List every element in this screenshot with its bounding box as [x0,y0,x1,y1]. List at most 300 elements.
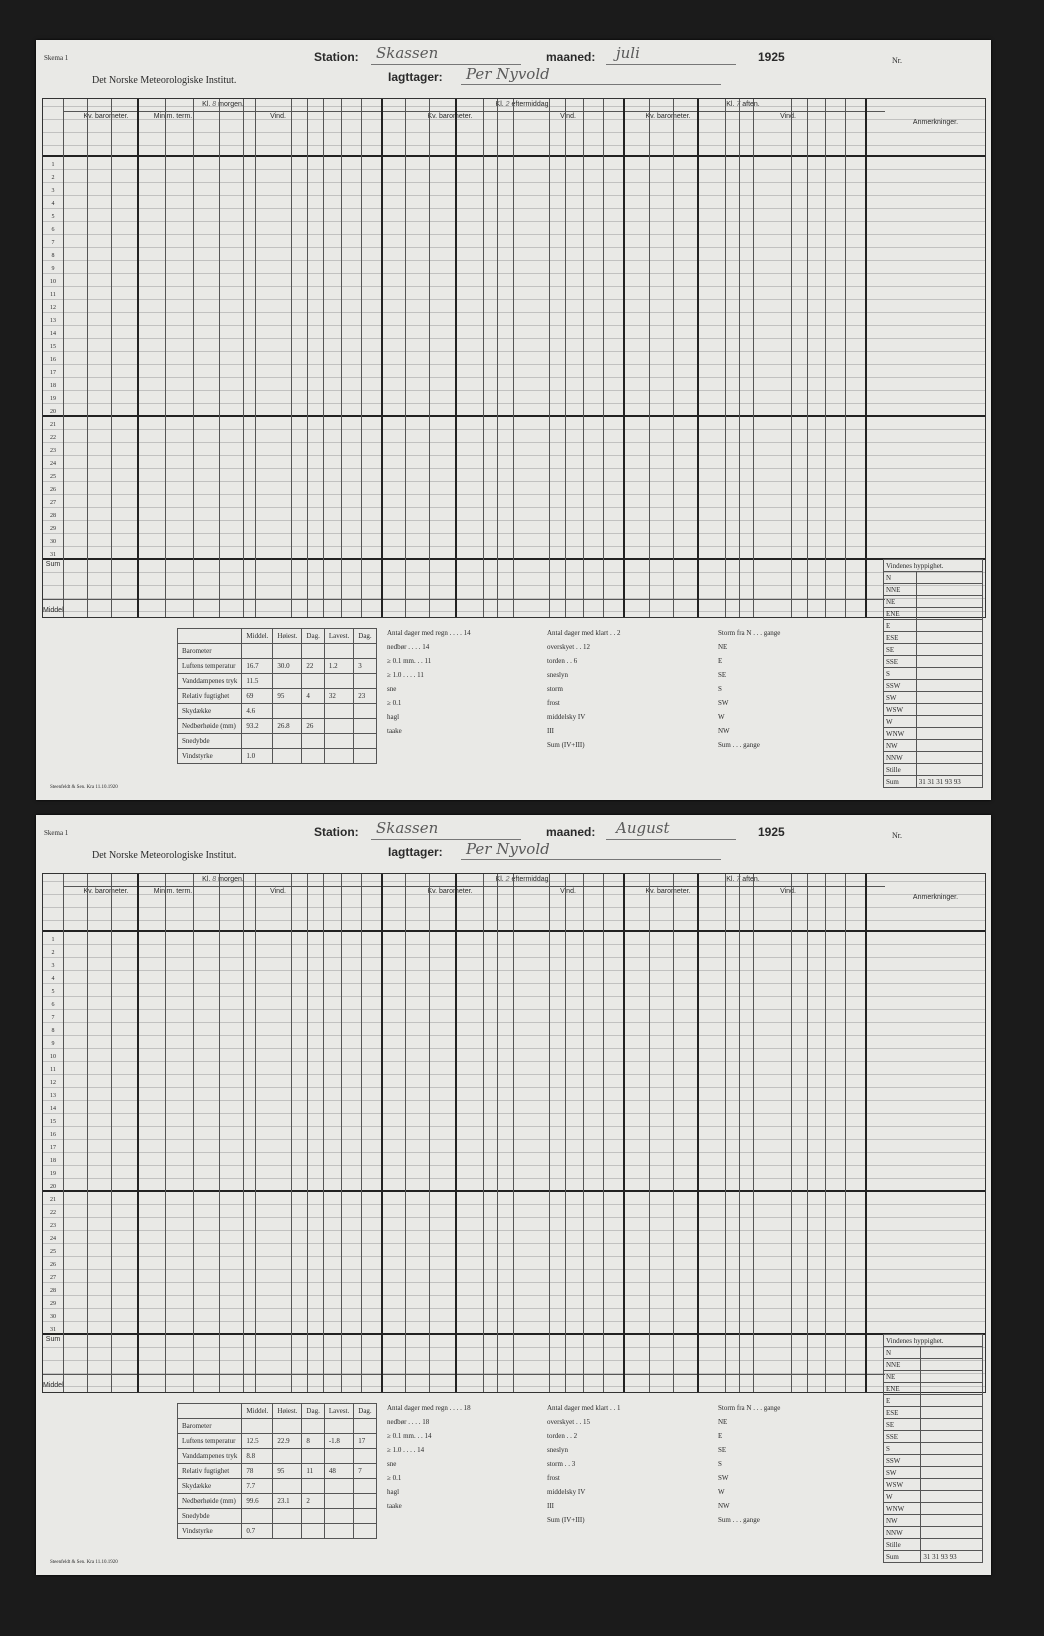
kl-morning-label: Kl. 8 morgen. [202,876,244,883]
rule [405,99,406,617]
rule [825,874,826,1392]
rule [429,874,430,1392]
stats-cell: 11.5 [242,674,273,689]
wind-count [916,572,982,584]
wind-header-evening: Vind. [780,888,796,895]
wind-row [884,596,983,608]
count-line: nedbør . . . . 18 [387,1418,430,1426]
count-line: E [718,657,723,665]
day-number: 8 [51,1028,55,1034]
stats-row [178,1419,377,1434]
count-line: taake [387,1502,402,1510]
rule [791,874,792,1392]
stats-cell: 26.8 [273,719,302,734]
counts-sky [547,626,620,752]
day-number: 7 [51,240,55,246]
stats-cell: Vanddampenes tryk [178,1449,242,1464]
count-line: Antal dager med regn . . . . 14 [387,629,471,637]
wind-header-morning: Vind. [270,113,286,120]
sum-row-label: Sum [45,561,61,568]
stats-row [178,1464,377,1479]
wind-direction: NE [884,596,917,608]
count-line: middelsky IV [547,713,586,721]
summary-section [42,618,986,794]
wind-direction: WNW [884,728,917,740]
day-number: 31 [50,1327,56,1333]
day-number: 2 [51,950,55,956]
day-number: 21 [50,422,56,428]
count-line: ≥ 1.0 . . . . 14 [387,1446,425,1454]
rule [807,874,808,1392]
stats-cell: 3 [354,659,376,674]
stats-cell: Luftens temperatur [178,659,242,674]
count-line: Storm fra N . . . gange [718,1404,781,1412]
rule [845,874,846,1392]
wind-direction: NNW [884,752,917,764]
rule [455,99,457,617]
day-number: 1 [51,162,55,168]
day-number: 19 [50,1171,56,1177]
day-number: 1 [51,937,55,943]
rule [43,599,885,600]
rule [193,99,194,617]
stats-cell: Skydække [178,704,242,719]
rule [255,99,256,617]
kl-morning-label: Kl. 8 morgen. [202,101,244,108]
stats-cell: Nedbørhøide (mm) [178,719,242,734]
wind-direction: ESE [884,1407,921,1419]
day-number: 13 [50,318,56,324]
month-value: August [616,819,670,837]
wind-row [884,1371,983,1383]
stats-header: Dag. [354,1404,376,1419]
stats-cell [302,704,324,719]
count-line: III [547,1502,554,1510]
count-line: ≥ 1.0 . . . . 11 [387,671,424,679]
day-number: 28 [50,1288,56,1294]
day-number: 12 [50,305,56,311]
stats-header: Dag. [302,629,324,644]
stats-row [178,674,377,689]
count-line: nedbør . . . . 14 [387,643,430,651]
wind-direction: W [884,1491,921,1503]
day-number: 6 [51,1002,55,1008]
stats-cell [324,674,353,689]
day-number: 29 [50,526,56,532]
rule [513,99,514,617]
stats-cell: 16.7 [242,659,273,674]
wind-direction: NNE [884,1359,921,1371]
day-number: 25 [50,1249,56,1255]
stats-cell: 4.6 [242,704,273,719]
rule [341,874,342,1392]
rule [791,99,792,617]
count-line: SW [718,1474,729,1482]
stats-cell [324,1494,353,1509]
count-line: Sum (IV+III) [547,1516,585,1524]
count-line: Antal dager med regn . . . . 18 [387,1404,471,1412]
counts-storm [718,1401,780,1527]
rule [807,99,808,617]
wind-direction: NW [884,1515,921,1527]
wind-direction: NNE [884,584,917,596]
rule [43,930,985,932]
wind-direction: E [884,620,917,632]
rule [87,874,88,1392]
rule [243,874,244,1392]
rule [165,99,166,617]
rule [565,99,566,617]
count-line: S [718,685,722,693]
day-number: 18 [50,1158,56,1164]
day-number: 28 [50,513,56,519]
institute-name: Det Norske Meteorologiske Institut. [92,850,237,861]
wind-count [916,584,982,596]
rule [341,99,342,617]
rule [623,99,625,617]
wind-direction: SE [884,644,917,656]
form-number: Skema 1 [44,829,69,837]
stats-cell [354,1524,376,1539]
count-line: ≥ 0.1 [387,699,402,707]
day-number: 17 [50,370,56,376]
stats-header: Dag. [354,629,376,644]
rule [361,99,362,617]
month-underline [606,839,736,840]
day-column [43,159,63,562]
remarks-header: Anmerkninger. [912,119,959,126]
day-number: 30 [50,539,56,545]
rule [255,874,256,1392]
stats-cell: Snedybde [178,1509,242,1524]
rule [649,99,650,617]
stats-cell [273,749,302,764]
wind-header-evening: Vind. [780,113,796,120]
count-line: E [718,1432,723,1440]
rule [43,415,985,417]
stats-cell: 26 [302,719,324,734]
min-term-header: Minim. term. [153,113,193,120]
stats-cell [302,1479,324,1494]
count-line: ≥ 0.1 [387,1474,402,1482]
stats-cell [273,1479,302,1494]
rule [87,99,88,617]
count-line: NE [718,643,728,651]
day-number: 31 [50,552,56,558]
wind-row [884,1359,983,1371]
stats-cell [302,734,324,749]
wind-row [884,1347,983,1359]
stats-cell: 32 [324,689,353,704]
stats-row [178,1449,377,1464]
rule [291,99,292,617]
count-line: overskyet . . 12 [547,643,590,651]
kl-evening-label: Kl. 7 aften. [726,101,760,108]
wind-direction: N [884,572,917,584]
wind-direction: S [884,1443,921,1455]
stats-cell: 23.1 [273,1494,302,1509]
day-number: 16 [50,1132,56,1138]
rule [291,874,292,1392]
count-line: NW [718,727,730,735]
rule [565,874,566,1392]
stats-cell: 23 [354,689,376,704]
stats-cell [273,1419,302,1434]
min-term-header: Minim. term. [153,888,193,895]
rule [825,99,826,617]
rule [603,874,604,1392]
day-number: 9 [51,266,55,272]
stats-cell [302,1524,324,1539]
count-line: ≥ 0.1 mm. . . 11 [387,657,432,665]
stats-cell: Snedybde [178,734,242,749]
wind-count: 31 31 31 93 93 [916,776,982,788]
stats-row [178,659,377,674]
wind-table-title: Vindenes hyppighet. [884,560,983,572]
stats-cell: 7.7 [242,1479,273,1494]
day-number: 29 [50,1301,56,1307]
stats-cell [302,644,324,659]
wind-count [921,1371,983,1383]
rule [583,99,584,617]
count-line: W [718,1488,725,1496]
day-column [43,934,63,1337]
rule [483,99,484,617]
rule [219,874,220,1392]
month-label: maaned: [546,50,596,64]
day-number: 22 [50,435,56,441]
rule [63,886,885,887]
stats-header: Dag. [302,1404,324,1419]
month-value: juli [616,44,640,62]
stats-cell [273,644,302,659]
rule [361,874,362,1392]
day-number: 12 [50,1080,56,1086]
summary-section [42,1393,986,1569]
day-number: 17 [50,1145,56,1151]
month-label: maaned: [546,825,596,839]
count-line: torden . . 6 [547,657,578,665]
wind-direction: ENE [884,608,917,620]
day-number: 19 [50,396,56,402]
rule [307,99,308,617]
stats-cell: Nedbørhøide (mm) [178,1494,242,1509]
stats-row [178,1509,377,1524]
stats-cell: 12.5 [242,1434,273,1449]
wind-direction: W [884,716,917,728]
kl-afternoon-label: Kl. 2 eftermiddag. [495,101,551,108]
stats-cell [354,1479,376,1494]
rule [865,99,867,617]
stats-cell: 78 [242,1464,273,1479]
barometer-header: Kv. barometer. [83,888,129,895]
stats-cell [354,1419,376,1434]
rule [845,99,846,617]
rule [549,99,550,617]
count-line: S [718,1460,722,1468]
printer-footer: Steenfeldt & Sen. Kra 11.10.1920 [50,785,118,790]
month-underline [606,64,736,65]
rule [429,99,430,617]
stats-row [178,704,377,719]
stats-cell: Relativ fugtighet [178,1464,242,1479]
day-number: 27 [50,500,56,506]
station-value: Skassen [376,819,439,837]
stats-row [178,719,377,734]
barometer-header: Kv. barometer. [83,113,129,120]
stats-cell [273,1509,302,1524]
rule [649,874,650,1392]
stats-cell: 1.2 [324,659,353,674]
day-number: 5 [51,214,55,220]
count-line: SW [718,699,729,707]
day-number: 3 [51,188,55,194]
day-number: 7 [51,1015,55,1021]
day-number: 18 [50,383,56,389]
station-label: Station: [314,825,359,839]
rule [193,874,194,1392]
sum-row-label: Sum [45,1336,61,1343]
day-number: 20 [50,1184,56,1190]
stats-cell [324,704,353,719]
rule [63,874,64,1392]
stats-cell: 11 [302,1464,324,1479]
stats-cell [354,1449,376,1464]
count-line: middelsky IV [547,1488,586,1496]
observer-underline [461,859,721,860]
rule [63,111,885,112]
rule [697,99,699,617]
rule [697,874,699,1392]
stats-cell: 95 [273,1464,302,1479]
count-line: Sum (IV+III) [547,741,585,749]
barometer-header-afternoon: Kv. barometer. [427,113,473,120]
rule [739,874,740,1392]
day-number: 23 [50,1223,56,1229]
stats-cell: 8 [302,1434,324,1449]
monthly-stats-table [177,628,377,764]
rule [753,874,754,1392]
stats-cell [354,1494,376,1509]
day-number: 26 [50,1262,56,1268]
stats-cell [302,1509,324,1524]
wind-direction: WNW [884,1503,921,1515]
form-sheet-july [36,40,991,800]
day-number: 10 [50,279,56,285]
printer-footer: Steenfeldt & Sen. Kra 11.10.1920 [50,1560,118,1565]
day-number: 11 [50,1067,56,1073]
day-number: 5 [51,989,55,995]
day-number: 21 [50,1197,56,1203]
counts-storm [718,626,780,752]
stats-cell [273,1524,302,1539]
day-number: 3 [51,963,55,969]
rule [583,874,584,1392]
wind-direction: NNW [884,1527,921,1539]
wind-direction: NE [884,1371,921,1383]
count-line: overskyet . . 15 [547,1418,590,1426]
wind-direction: S [884,668,917,680]
stats-cell: 93.2 [242,719,273,734]
wind-row [884,572,983,584]
rule [405,874,406,1392]
count-line: sne [387,1460,397,1468]
count-line: storm [547,685,563,693]
rule [63,99,64,617]
stats-cell: 22 [302,659,324,674]
rule [673,874,674,1392]
count-line: frost [547,699,560,707]
rule [323,99,324,617]
day-number: 8 [51,253,55,259]
day-number: 23 [50,448,56,454]
remarks-header: Anmerkninger. [912,894,959,901]
rule [307,874,308,1392]
rule [43,1333,985,1335]
count-line: sne [387,685,397,693]
wind-header-afternoon: Vind. [560,888,576,895]
day-number: 27 [50,1275,56,1281]
wind-direction: SW [884,692,917,704]
wind-count [921,1359,983,1371]
station-label: Station: [314,50,359,64]
rule [381,874,383,1392]
stats-header: Middel. [242,1404,273,1419]
wind-direction: NW [884,740,917,752]
count-line: Sum . . . gange [718,741,760,749]
day-number: 14 [50,1106,56,1112]
day-number: 10 [50,1054,56,1060]
wind-count [921,1347,983,1359]
stats-cell [354,1509,376,1524]
stats-cell: 99.6 [242,1494,273,1509]
rule [43,1190,985,1192]
stats-cell: 17 [354,1434,376,1449]
stats-cell: 48 [324,1464,353,1479]
stats-header: Lavest. [324,1404,353,1419]
count-line: NW [718,1502,730,1510]
stats-cell: 4 [302,689,324,704]
year: 1925 [758,50,785,64]
rule [603,99,604,617]
day-number: 13 [50,1093,56,1099]
observer-value: Per Nyvold [466,840,550,858]
stats-cell: Relativ fugtighet [178,689,242,704]
stats-cell: 0.7 [242,1524,273,1539]
day-number: 22 [50,1210,56,1216]
stats-cell [273,1449,302,1464]
stats-cell [324,719,353,734]
stats-cell [273,734,302,749]
counts-precip [387,626,471,738]
rule [623,874,625,1392]
barometer-header-evening: Kv. barometer. [645,113,691,120]
stats-cell [354,644,376,659]
observer-value: Per Nyvold [466,65,550,83]
stats-cell [324,644,353,659]
stats-cell [242,1509,273,1524]
count-line: Storm fra N . . . gange [718,629,781,637]
wind-row [884,584,983,596]
wind-direction: ESE [884,632,917,644]
day-number: 14 [50,331,56,337]
day-number: 24 [50,1236,56,1242]
day-number: 15 [50,1119,56,1125]
rule [497,99,498,617]
wind-direction: N [884,1347,921,1359]
rule [43,1374,885,1375]
wind-direction: WSW [884,704,917,716]
